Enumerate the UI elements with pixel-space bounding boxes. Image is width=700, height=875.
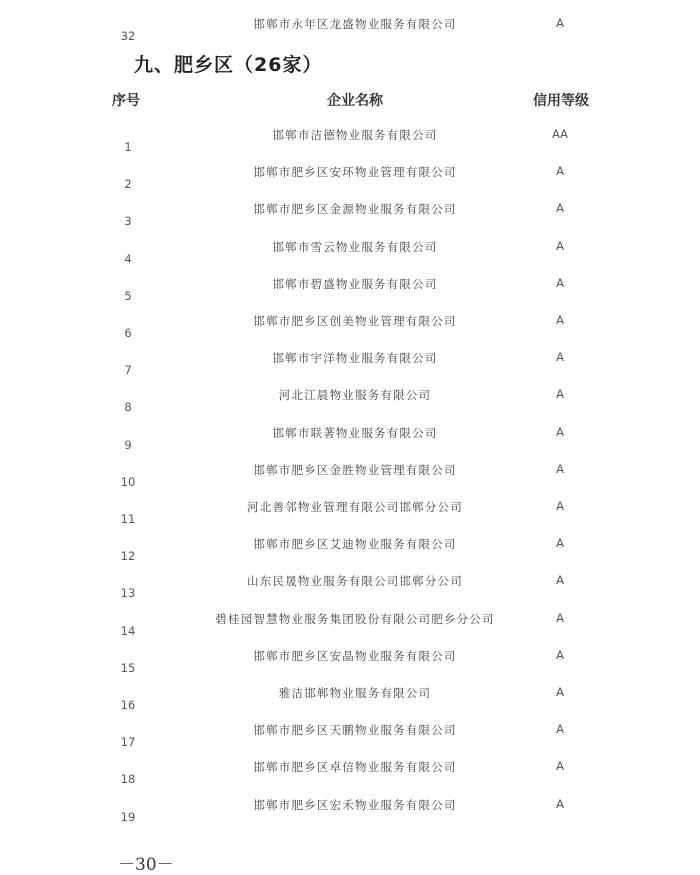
table-row [0, 721, 700, 758]
header-credit-grade: 信用等级 [533, 93, 589, 109]
credit-grade: A [556, 499, 564, 513]
row-number: 12 [120, 549, 136, 564]
table-row [0, 163, 700, 200]
company-name: 邯郸市肥乡区金胜物业管理有限公司 [253, 462, 457, 477]
row-number: 32 [120, 29, 136, 43]
header-company-name: 企业名称 [327, 93, 383, 109]
company-name: 邯郸市永年区龙盛物业服务有限公司 [253, 17, 457, 31]
table-row [0, 424, 700, 461]
credit-grade: A [556, 685, 564, 699]
page-number: －30－ [118, 855, 174, 875]
company-name: 河北善邻物业管理有限公司邯郸分公司 [247, 500, 463, 514]
credit-grade: A [556, 536, 564, 551]
row-number: 5 [124, 288, 132, 303]
company-name: 雅洁邯郸物业服务有限公司 [278, 686, 432, 700]
credit-grade: A [556, 164, 564, 179]
company-name: 邯郸市肥乡区宏禾物业服务有限公司 [253, 797, 457, 812]
company-name: 邯郸市肥乡区天鹏物业服务有限公司 [253, 723, 457, 738]
row-number: 16 [120, 698, 136, 712]
row-number: 7 [124, 363, 132, 378]
table-row [0, 647, 700, 684]
row-number: 6 [124, 326, 132, 340]
credit-grade: A [556, 275, 564, 290]
table-row [0, 312, 700, 349]
row-number: 18 [120, 772, 136, 787]
row-number: 4 [124, 251, 132, 266]
table-row [0, 238, 700, 275]
company-name: 河北江晨物业服务有限公司 [278, 388, 432, 403]
row-number: 17 [120, 735, 136, 750]
section-title: 九、肥乡区（26家） [134, 54, 323, 76]
credit-grade: A [556, 16, 564, 30]
row-number: 3 [124, 214, 132, 229]
row-number: 19 [120, 809, 136, 824]
table-row [0, 126, 700, 163]
company-name: 邯郸市肥乡区艾迪物业服务有限公司 [253, 537, 457, 552]
table-row-previous [0, 10, 700, 47]
credit-grade: A [556, 796, 564, 811]
company-name: 邯郸市联著物业服务有限公司 [272, 425, 438, 440]
credit-grade: A [556, 238, 564, 253]
table-row [0, 386, 700, 423]
credit-grade: A [556, 610, 564, 625]
company-name: 邯郸市洁德物业服务有限公司 [272, 128, 438, 142]
credit-grade: A [556, 573, 564, 588]
table-row [0, 200, 700, 237]
company-name: 邯郸市肥乡区安晶物业服务有限公司 [253, 648, 457, 663]
credit-grade: A [556, 350, 564, 365]
header-number: 序号 [112, 93, 140, 109]
row-number: 8 [124, 400, 132, 415]
row-number: 9 [124, 437, 132, 452]
row-number: 14 [120, 623, 136, 638]
credit-grade: A [556, 313, 564, 327]
company-name: 邯郸市肥乡区金源物业服务有限公司 [253, 202, 457, 217]
company-name: 山东民晟物业服务有限公司邯郸分公司 [247, 574, 463, 589]
row-number: 11 [120, 512, 136, 526]
credit-grade: A [556, 647, 564, 662]
table-row [0, 684, 700, 721]
credit-grade: AA [551, 127, 569, 141]
company-name: 邯郸市宇洋物业服务有限公司 [272, 351, 438, 366]
company-name: 邯郸市肥乡区卓信物业服务有限公司 [253, 760, 457, 775]
row-number: 1 [124, 140, 132, 154]
table-row [0, 758, 700, 795]
credit-grade: A [556, 461, 564, 476]
row-number: 15 [120, 660, 136, 675]
row-number: 2 [124, 177, 132, 192]
credit-grade: A [556, 387, 564, 402]
credit-grade: A [556, 201, 564, 216]
credit-grade: A [556, 722, 564, 737]
table-row [0, 349, 700, 386]
credit-grade: A [556, 424, 564, 439]
table-row [0, 796, 700, 833]
table-row [0, 535, 700, 572]
table-row [0, 275, 700, 312]
row-number: 13 [120, 586, 136, 601]
table-row [0, 498, 700, 535]
credit-grade: A [556, 759, 564, 774]
company-name: 邯郸市肥乡区创美物业管理有限公司 [253, 314, 457, 328]
row-number: 10 [120, 474, 136, 489]
company-name: 邯郸市雪云物业服务有限公司 [272, 239, 438, 254]
table-row [0, 572, 700, 609]
table-row [0, 610, 700, 647]
table-row [0, 461, 700, 498]
company-name: 邯郸市碧盛物业服务有限公司 [272, 276, 438, 291]
company-name: 邯郸市肥乡区安环物业管理有限公司 [253, 165, 457, 180]
company-name: 碧桂园智慧物业服务集团股份有限公司肥乡分公司 [215, 611, 495, 626]
